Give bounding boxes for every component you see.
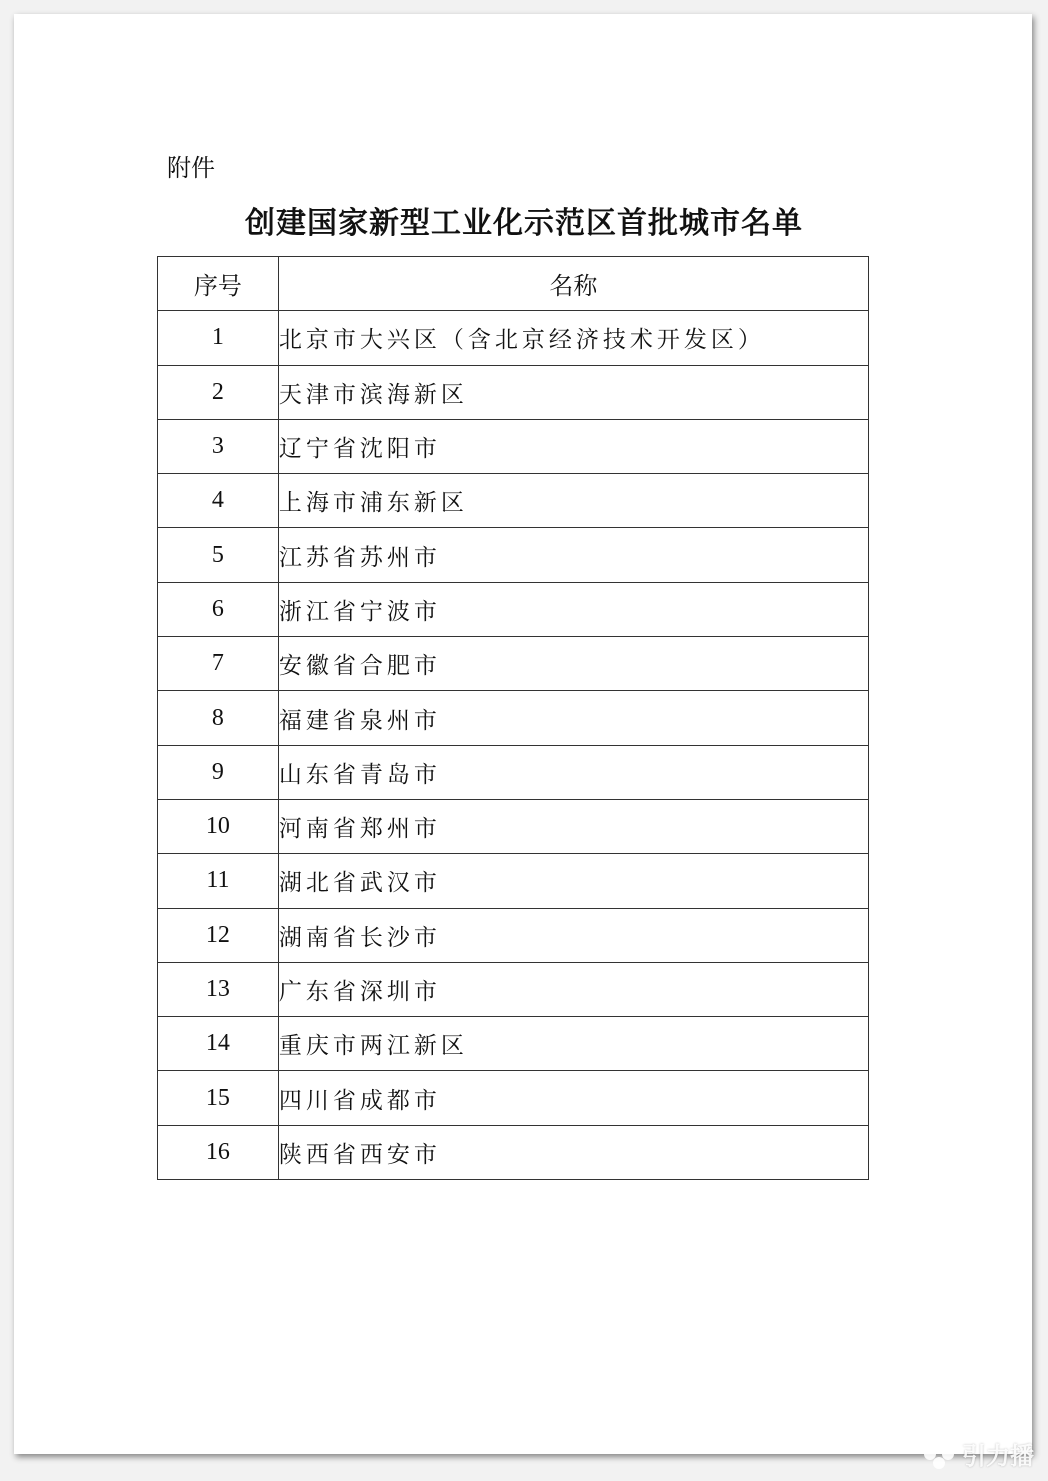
table-row — [158, 799, 869, 853]
row-index: 2 — [158, 365, 279, 419]
attachment-label: 附件 — [167, 154, 215, 182]
table-row — [158, 1071, 869, 1125]
row-index: 4 — [158, 474, 279, 528]
table-row — [158, 365, 869, 419]
row-name: 湖北省武汉市 — [278, 854, 868, 908]
row-name: 四川省成都市 — [278, 1071, 868, 1125]
table-row — [158, 419, 869, 473]
row-index: 1 — [158, 311, 279, 365]
row-index: 7 — [158, 637, 279, 691]
table-row — [158, 962, 869, 1016]
row-name: 浙江省宁波市 — [278, 582, 868, 636]
header-name: 名称 — [278, 257, 868, 311]
row-index: 3 — [158, 419, 279, 473]
row-name: 福建省泉州市 — [278, 691, 868, 745]
row-name: 天津市滨海新区 — [278, 365, 868, 419]
row-name: 上海市浦东新区 — [278, 474, 868, 528]
table-row — [158, 1125, 869, 1179]
table-header-row — [158, 257, 869, 311]
table-row — [158, 637, 869, 691]
row-index: 15 — [158, 1071, 279, 1125]
row-name: 湖南省长沙市 — [278, 908, 868, 962]
table-row — [158, 908, 869, 962]
table-row — [158, 474, 869, 528]
row-index: 12 — [158, 908, 279, 962]
row-index: 8 — [158, 691, 279, 745]
row-name: 陕西省西安市 — [278, 1125, 868, 1179]
row-name: 北京市大兴区（含北京经济技术开发区） — [278, 311, 868, 365]
header-index: 序号 — [158, 257, 279, 311]
row-name: 山东省青岛市 — [278, 745, 868, 799]
row-name: 江苏省苏州市 — [278, 528, 868, 582]
row-index: 16 — [158, 1125, 279, 1179]
row-index: 9 — [158, 745, 279, 799]
table-row — [158, 311, 869, 365]
row-index: 13 — [158, 962, 279, 1016]
row-index: 14 — [158, 1017, 279, 1071]
row-name: 重庆市两江新区 — [278, 1017, 868, 1071]
row-name: 广东省深圳市 — [278, 962, 868, 1016]
watermark-text: 引力播 — [962, 1442, 1034, 1470]
table-row — [158, 854, 869, 908]
table-row — [158, 691, 869, 745]
watermark — [922, 1436, 1034, 1471]
row-index: 10 — [158, 799, 279, 853]
row-index: 6 — [158, 582, 279, 636]
row-name: 安徽省合肥市 — [278, 637, 868, 691]
table-row — [158, 528, 869, 582]
document-title: 创建国家新型工业化示范区首批城市名单 — [245, 206, 803, 241]
row-index: 5 — [158, 528, 279, 582]
table-row — [158, 582, 869, 636]
row-index: 11 — [158, 854, 279, 908]
flower-logo-icon — [922, 1437, 956, 1471]
table-row — [158, 1017, 869, 1071]
row-name: 河南省郑州市 — [278, 799, 868, 853]
city-list-table — [157, 256, 869, 1180]
row-name: 辽宁省沈阳市 — [278, 419, 868, 473]
table-row — [158, 745, 869, 799]
